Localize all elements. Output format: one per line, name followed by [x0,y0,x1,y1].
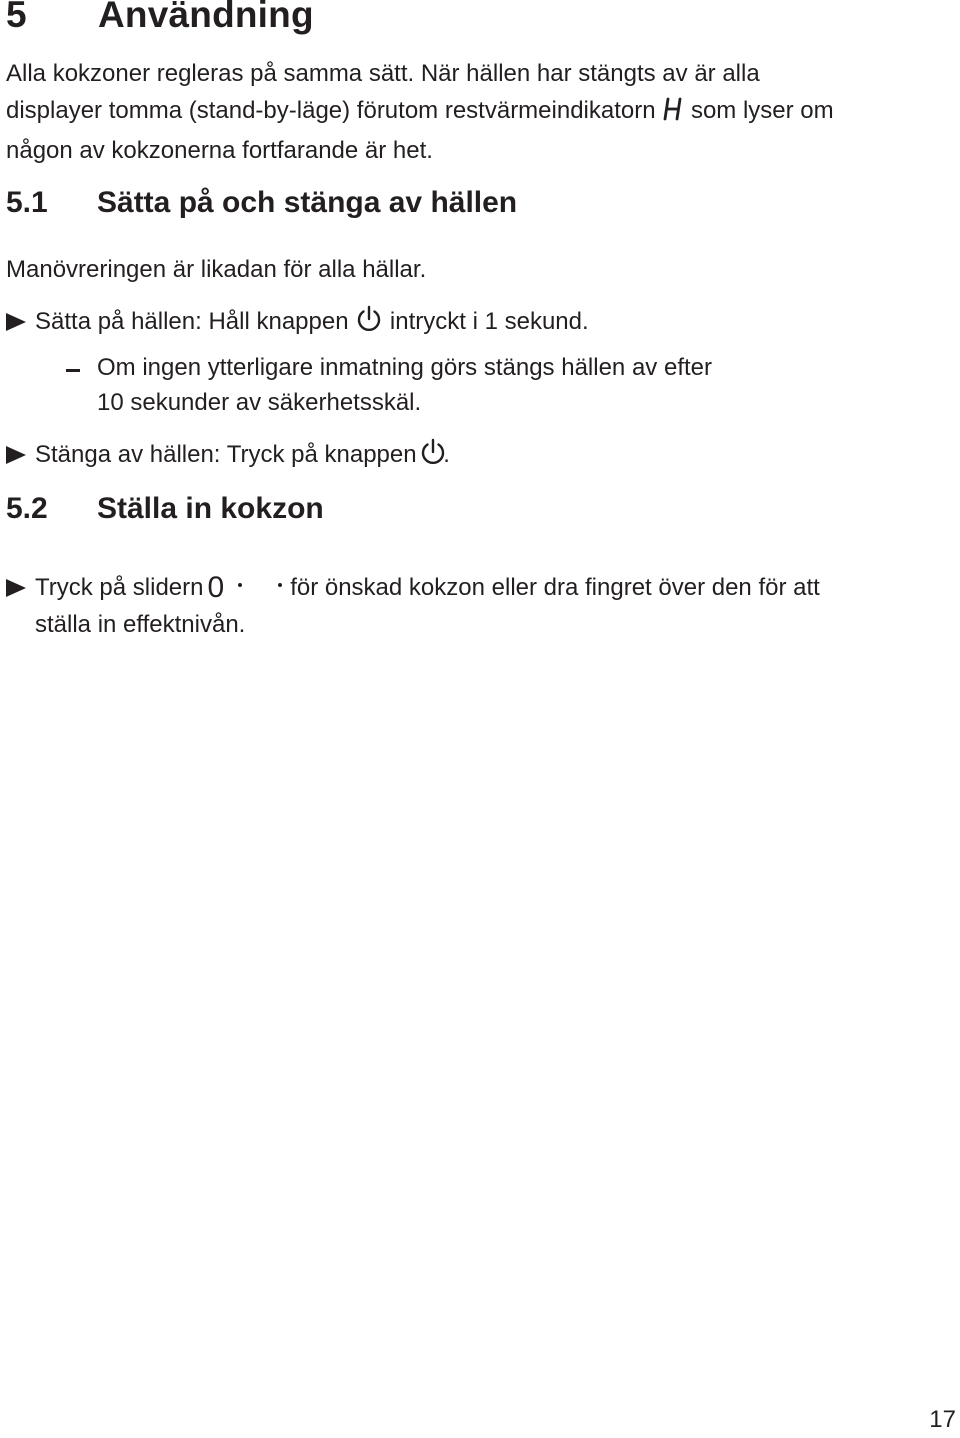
slider-dot-icon [278,583,282,587]
step-turn-off-text: Stänga av hällen: Tryck på knappen [35,441,417,468]
subsection-title: Sätta på och stänga av hällen [97,186,518,219]
intro-line-2-start: displayer tomma (stand-by-läge) förutom restvärmeindikatorn [6,96,656,124]
step-turn-on-text: Sätta på hällen: Håll knappen [35,308,349,335]
residual-heat-icon [662,96,684,134]
intro-line-3: någon av kokzonerna fortfarande är het. [6,137,433,164]
intro-line-2 [6,93,956,134]
power-icon [355,305,383,341]
note-line-2: 10 sekunder av säkerhetsskäl. [97,389,422,416]
step-slider-line-2: ställa in effektnivån. [35,611,246,638]
subsection-number: 5.2 [6,492,48,525]
step-turn-off-period: . [443,441,450,468]
arrow-right-icon [6,313,26,331]
subsection-title: Ställa in kokzon [97,492,324,525]
section-number: 5 [6,0,27,35]
slider-dot-icon [238,583,242,587]
step-turn-off [6,438,450,474]
section-title: Användning [98,0,314,35]
intro-paragraph [6,56,956,170]
step-turn-on [6,305,589,341]
note-line-1: Om ingen ytterligare inmatning görs stängs hällen av efter [97,354,712,381]
intro-line-2-end: som lyser om [690,96,834,124]
subsection-heading-5-1 [6,186,517,220]
subsection-number: 5.1 [6,186,48,219]
section-heading [6,0,314,36]
arrow-right-icon [6,446,26,464]
arrow-right-icon [6,579,26,597]
step-slider-text: Tryck på slidern [35,574,204,601]
step-turn-on-text-end: intryckt i 1 sekund. [389,308,589,335]
step-slider [6,573,820,603]
step-slider-text-end: för önskad kokzon eller dra fingret över den för att [290,574,820,601]
slider-zero-symbol: 0 [207,571,225,604]
intro-line-1: Alla kokzoner regleras på samma sätt. När hällen har stängts av är alla [6,60,760,87]
page-number: 17 [929,1406,956,1433]
note-dash [66,369,80,372]
subsection-heading-5-2 [6,492,324,526]
operation-text: Manövreringen är likadan för alla hällar. [6,256,427,283]
